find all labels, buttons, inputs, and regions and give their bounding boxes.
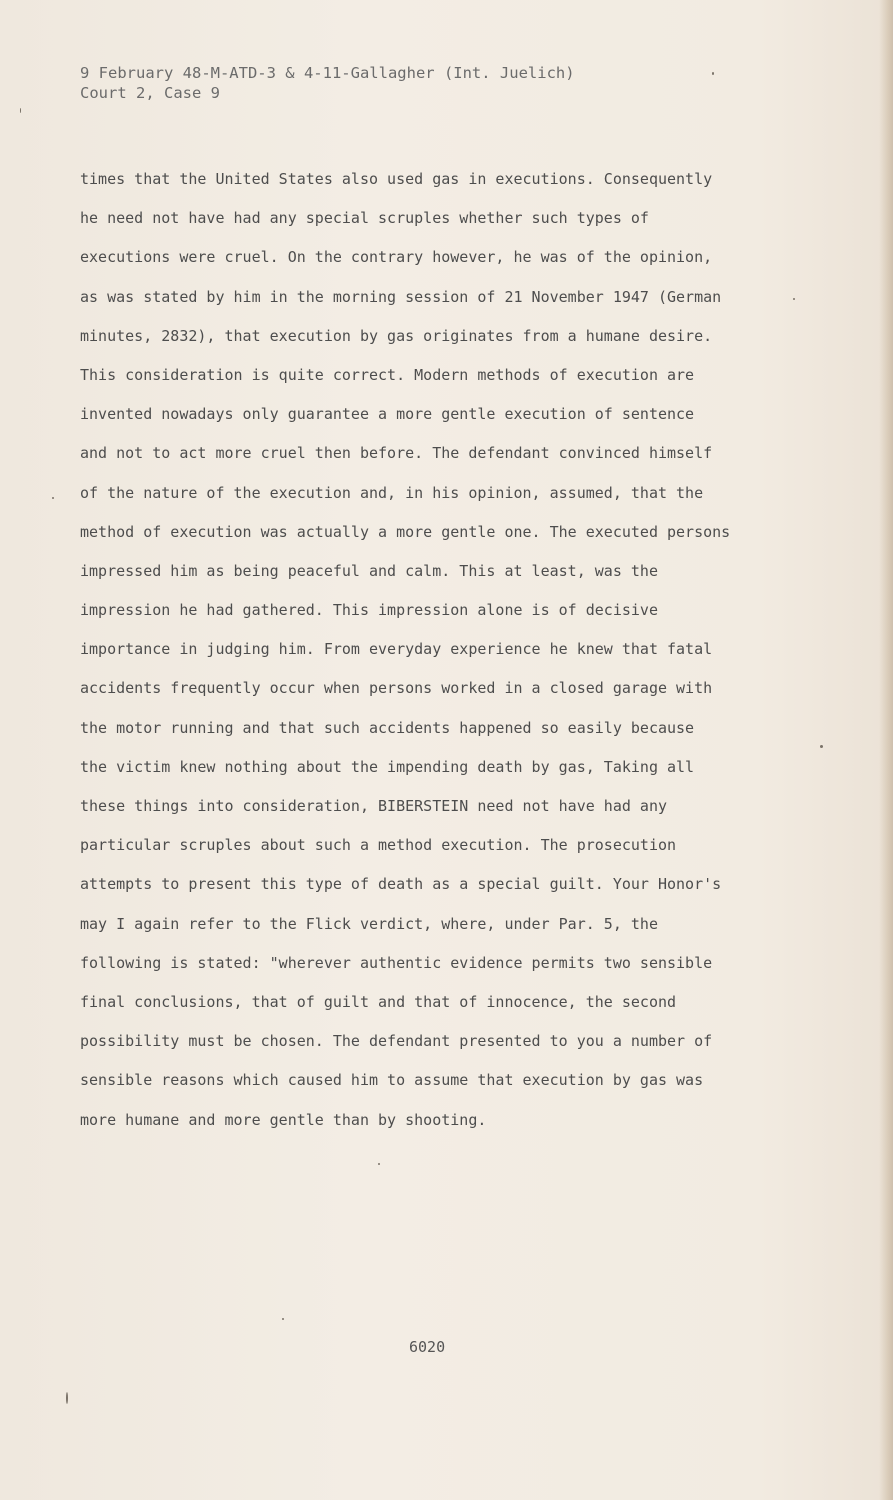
- body-line: accidents frequently occur when persons worked in a closed garage with: [80, 679, 713, 698]
- body-line: final conclusions, that of guilt and that of innocence, the second: [80, 992, 677, 1011]
- body-line: executions were cruel. On the contrary however, he was of the opinion,: [80, 248, 713, 267]
- page-number: 6020: [409, 1338, 446, 1356]
- body-line: possibility must be chosen. The defendant presented to you a number of: [80, 1032, 713, 1051]
- body-line: sensible reasons which caused him to assume that execution by gas was: [80, 1071, 704, 1090]
- body-line: This consideration is quite correct. Modern methods of execution are: [80, 365, 695, 384]
- paper-speck: [712, 72, 714, 75]
- paper-speck: [66, 1392, 68, 1404]
- body-line: method of execution was actually a more gentle one. The executed persons: [80, 522, 731, 541]
- body-line: more humane and more gentle than by shooting.: [80, 1110, 487, 1129]
- document-header: [80, 63, 575, 103]
- body-line: he need not have had any special scruples whether such types of: [80, 209, 649, 228]
- paper-speck: [378, 1163, 380, 1165]
- body-line: invented nowadays only guarantee a more gentle execution of sentence: [80, 405, 695, 424]
- body-line: the motor running and that such accidents happened so easily because: [80, 718, 695, 737]
- body-line: may I again refer to the Flick verdict, where, under Par. 5, the: [80, 914, 658, 933]
- body-line: importance in judging him. From everyday experience he knew that fatal: [80, 640, 713, 659]
- body-line: particular scruples about such a method execution. The prosecution: [80, 836, 677, 855]
- body-line: minutes, 2832), that execution by gas originates from a humane desire.: [80, 326, 713, 345]
- paper-speck: [793, 298, 795, 300]
- body-line: impression he had gathered. This impression alone is of decisive: [80, 601, 658, 620]
- paper-speck: [20, 108, 21, 113]
- body-line: the victim knew nothing about the impending death by gas, Taking all: [80, 757, 695, 776]
- body-line: of the nature of the execution and, in his opinion, assumed, that the: [80, 483, 704, 502]
- paper-speck: [52, 497, 54, 499]
- body-line: times that the United States also used gas in executions. Consequently: [80, 170, 713, 188]
- header-line-1: 9 February 48-M-ATD-3 & 4-11-Gallagher (Int. Juelich): [80, 64, 575, 82]
- body-line: following is stated: "wherever authentic evidence permits two sensible: [80, 953, 713, 972]
- paper-speck: [282, 1318, 284, 1320]
- document-body: [80, 160, 780, 1140]
- header-line-2: Court 2, Case 9: [80, 84, 220, 102]
- paper-edge-shadow: [879, 0, 893, 1500]
- body-line: as was stated by him in the morning session of 21 November 1947 (German: [80, 287, 722, 306]
- body-line: impressed him as being peaceful and calm. This at least, was the: [80, 561, 658, 580]
- paper-speck: [820, 745, 823, 748]
- body-line: and not to act more cruel then before. The defendant convinced himself: [80, 444, 713, 463]
- body-line: attempts to present this type of death as a special guilt. Your Honor's: [80, 875, 722, 894]
- body-line: these things into consideration, BIBERSTEIN need not have had any: [80, 797, 667, 815]
